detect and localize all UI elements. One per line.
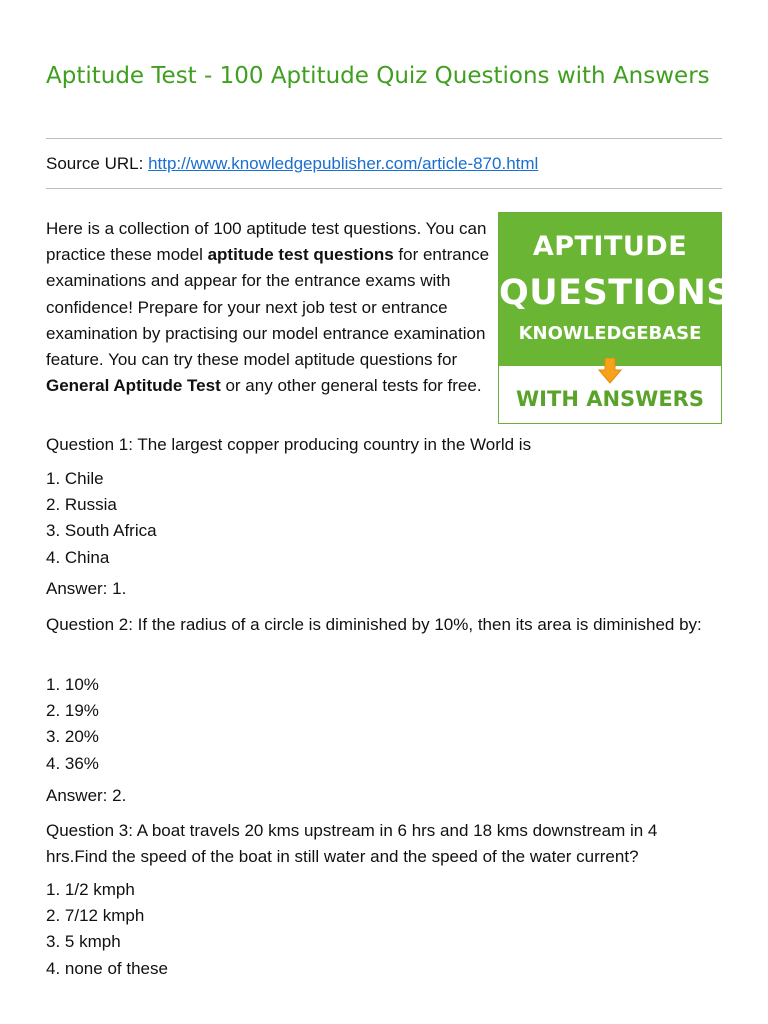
intro-bold-2: General Aptitude Test <box>46 376 221 396</box>
source-label: Source URL: <box>46 154 144 173</box>
option-item: 4. none of these <box>46 958 168 978</box>
badge-line-aptitude: APTITUDE <box>532 231 688 262</box>
answer-text: Answer: 1. <box>46 579 127 598</box>
intro-text-1: Here is a collection of 100 aptitude test questions. You can practice these model <box>46 219 487 265</box>
option-item: 3. 5 kmph <box>46 932 121 952</box>
answer-text: Answer: 2. <box>46 786 127 805</box>
badge-line-knowledgebase: KNOWLEDGEBASE <box>518 323 702 344</box>
source-link[interactable]: http://www.knowledgepublisher.com/article-870.html <box>148 154 539 173</box>
option-item: 3. South Africa <box>46 521 157 541</box>
badge-green-panel <box>499 213 732 366</box>
divider <box>46 138 722 139</box>
option-item: 4. China <box>46 547 110 567</box>
question-text: Question 3: A boat travels 20 kms upstream in 6 hrs and 18 kms downstream in 4 hrs.Find the speed of the boat in still water and the speed of the water current? <box>46 821 658 867</box>
options-list <box>46 877 722 982</box>
options-list <box>46 672 722 777</box>
badge-line-questions: QUESTIONS <box>499 273 732 313</box>
option-item: 1. 10% <box>46 675 99 694</box>
option-item: 1. Chile <box>46 469 104 488</box>
intro-text-3: or any other general tests for free. <box>220 376 482 396</box>
intro-text-2: for entrance examinations and appear for the entrance exams with confidence! Prepare for your next job test or entrance examination by practising our model entrance examination feature. You can try these model aptitude questions for <box>46 245 490 370</box>
option-item: 2. Russia <box>46 495 117 515</box>
aptitude-questions-badge-image <box>498 212 732 424</box>
divider <box>46 188 722 189</box>
page-title: Aptitude Test - 100 Aptitude Quiz Questions with Answers <box>46 63 710 89</box>
options-list <box>46 466 722 571</box>
source-line <box>46 153 538 175</box>
question-text: Question 2: If the radius of a circle is diminished by 10%, then its area is diminished by: <box>46 615 702 634</box>
arrow-down-icon <box>598 358 622 384</box>
option-item: 4. 36% <box>46 753 99 773</box>
option-item: 2. 19% <box>46 701 99 721</box>
option-item: 2. 7/12 kmph <box>46 906 145 926</box>
intro-paragraph <box>46 216 494 399</box>
option-item: 3. 20% <box>46 727 99 747</box>
question-text: Question 1: The largest copper producing country in the World is <box>46 435 532 454</box>
intro-bold-1: aptitude test questions <box>207 245 394 265</box>
badge-line-with-answers: WITH ANSWERS <box>516 387 704 411</box>
option-item: 1. 1/2 kmph <box>46 880 135 899</box>
